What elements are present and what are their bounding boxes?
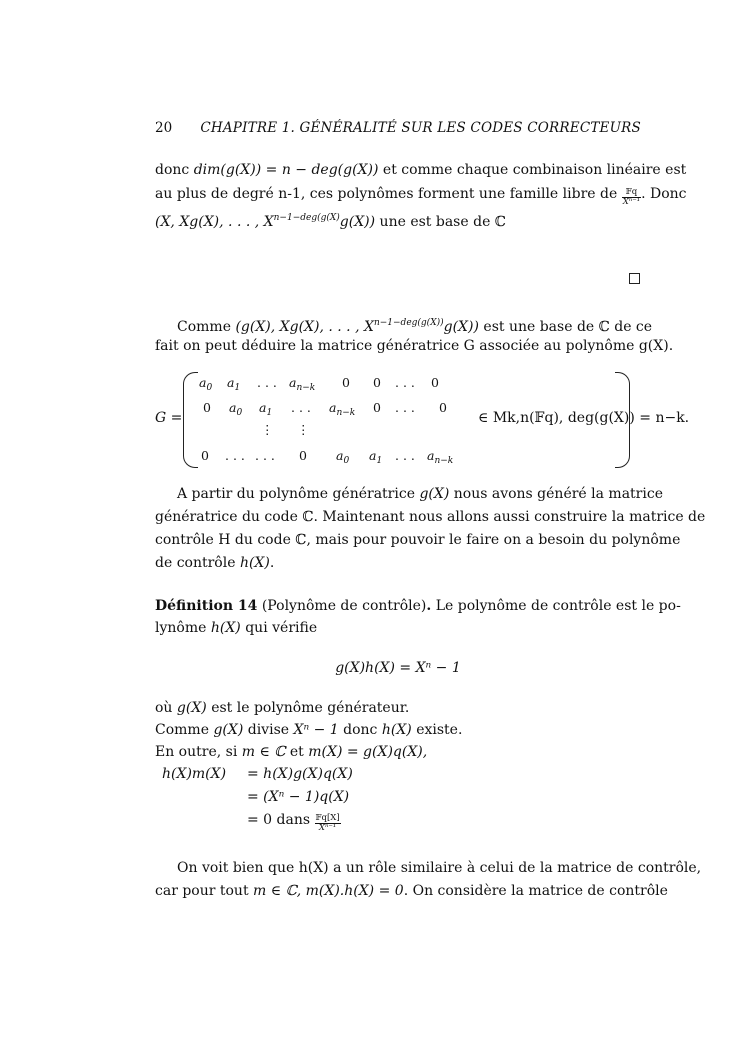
text: Comme: [177, 319, 236, 335]
matrix-cell: 0: [299, 448, 307, 463]
fraction-denominator: Xⁿ⁻¹: [622, 197, 641, 207]
subscript: n−k: [336, 408, 356, 418]
matrix-cell: . . .: [395, 400, 415, 415]
text: divise: [243, 722, 294, 738]
math-basis: (g(X), Xg(X), . . . , X: [235, 319, 374, 335]
matrix-cell: $a_1$: [227, 375, 241, 393]
align-row-1: = h(X)g(X)q(X): [247, 766, 353, 782]
fraction-numerator: 𝔽q: [622, 188, 641, 198]
matrix-cell: 0: [203, 400, 211, 415]
text: Comme: [155, 722, 214, 738]
subscript: 0: [206, 383, 213, 393]
definition-line-2: [155, 618, 641, 638]
matrix-cell: 0: [431, 375, 439, 390]
paragraph-4-line-3: [155, 742, 641, 762]
definition-equation: g(X)h(X) = Xⁿ − 1: [335, 660, 461, 676]
running-header: [155, 120, 641, 140]
text: où: [155, 700, 177, 716]
text: .: [426, 598, 432, 614]
paragraph-2-line-1: [177, 313, 653, 337]
math-mx: m(X) = g(X)q(X),: [308, 744, 428, 760]
math-hx: h(X): [239, 555, 270, 571]
matrix-cell: $a_{n-k}$: [289, 375, 316, 393]
text: car pour tout: [155, 883, 254, 899]
text: une est base de ℂ: [375, 214, 506, 230]
paragraph-2-line-2: fait on peut déduire la matrice génératrice G associée au polynôme g(X).: [155, 338, 674, 354]
fraction-fqx: [315, 814, 341, 833]
matrix-cell: . . .: [291, 400, 311, 415]
math-basis-end: g(X)): [443, 319, 479, 335]
matrix-cell: . . .: [395, 375, 415, 390]
matrix-cell: 0: [201, 448, 209, 463]
text: .: [269, 555, 275, 571]
paragraph-3-line-1: [177, 484, 663, 504]
matrix-cell: . . .: [225, 448, 245, 463]
text: En outre, si: [155, 744, 242, 760]
text: au plus de degré n-1, ces polynômes forment une famille libre de: [155, 186, 622, 202]
fraction-fq: [622, 188, 641, 207]
text: et: [285, 744, 309, 760]
chapter-title: CHAPITRE 1. GÉNÉRALITÉ SUR LES CODES CORRECTEURS: [200, 120, 641, 136]
definition-title: (Polynôme de contrôle): [257, 598, 427, 614]
align-row-3: [247, 810, 341, 833]
paragraph-1-line-3: [155, 208, 641, 232]
matrix-cell: . . .: [257, 375, 277, 390]
subscript: n−k: [434, 456, 454, 466]
matrix-cell: $a_1$: [369, 448, 383, 466]
math-xn-1: Xⁿ − 1: [293, 722, 339, 738]
math-dim: dim(g(X)) = n − deg(g(X)): [193, 162, 379, 178]
left-parenthesis: [183, 372, 198, 468]
definition-heading: Définition 14: [155, 598, 258, 614]
subscript: 0: [343, 456, 350, 466]
matrix-cell: 0: [439, 400, 447, 415]
matrix-condition-text: ∈ Mk,n(𝔽q), deg(g(X)) = n−k.: [478, 410, 690, 426]
text: de contrôle: [155, 555, 240, 571]
paragraph-3-line-3: contrôle H du code ℂ, mais pour pouvoir le faire on a besoin du polynôme: [155, 532, 681, 548]
subscript: 1: [234, 383, 241, 393]
paragraph-1-line-1: [155, 160, 687, 180]
text: = 0 dans: [247, 812, 315, 828]
text: nous avons généré la matrice: [449, 486, 663, 502]
math-hx: h(X): [210, 620, 241, 636]
paragraph-4-line-1: [155, 698, 641, 718]
math-basis: (X, Xg(X), . . . , X: [155, 214, 274, 230]
matrix-cell: . . .: [395, 448, 415, 463]
text: et comme chaque combinaison linéaire est: [378, 162, 687, 178]
matrix-cell: ⋮: [297, 422, 310, 437]
qed-square-icon: [629, 273, 640, 284]
paragraph-3-line-2: génératrice du code ℂ. Maintenant nous allons aussi construire la matrice de: [155, 509, 706, 525]
text: qui vérifie: [240, 620, 318, 636]
generator-matrix: [155, 370, 690, 470]
text: . Donc: [641, 186, 687, 202]
math-exponent: n−1−deg(g(X)): [373, 318, 444, 328]
fraction-denominator: Xⁿ⁻¹: [318, 823, 337, 833]
text: A partir du polynôme génératrice: [177, 486, 420, 502]
text: est une base de ℂ de ce: [478, 319, 653, 335]
subscript: 0: [236, 408, 243, 418]
matrix-cell: $a_{n-k}$: [329, 400, 356, 418]
align-row-2: = (Xⁿ − 1)q(X): [247, 789, 350, 805]
matrix-cell: $a_0$: [336, 448, 350, 466]
text: lynôme: [155, 620, 211, 636]
matrix-cell: ⋮: [261, 422, 274, 437]
paragraph-4-line-2: [155, 720, 641, 740]
matrix-cell: . . .: [255, 448, 275, 463]
math-hx: h(X): [381, 722, 412, 738]
text: donc: [155, 162, 194, 178]
definition-line-1: [155, 596, 681, 616]
paragraph-5-line-1: On voit bien que h(X) a un rôle similaire à celui de la matrice de contrôle,: [177, 860, 702, 876]
fraction-numerator: 𝔽q[X]: [315, 813, 340, 823]
subscript: 1: [266, 408, 273, 418]
text: Le polynôme de contrôle est le po-: [431, 598, 681, 614]
math-gx: g(X): [176, 700, 207, 716]
matrix-cell: $a_{n-k}$: [427, 448, 454, 466]
math-mx-hx: m ∈ ℂ, m(X).h(X) = 0: [253, 883, 404, 899]
math-gx: g(X): [419, 486, 450, 502]
matrix-label: G =: [155, 410, 183, 426]
paragraph-3-line-4: [155, 553, 641, 573]
matrix-cell: $a_1$: [259, 400, 273, 418]
paragraph-1-line-2: [155, 184, 687, 207]
matrix-cell: $a_0$: [199, 375, 213, 393]
matrix-cell: 0: [342, 375, 350, 390]
text: est le polynôme générateur.: [206, 700, 410, 716]
subscript: n−k: [296, 383, 316, 393]
math-basis-end: g(X)): [339, 214, 376, 230]
math-gx: g(X): [213, 722, 244, 738]
matrix-cell: 0: [373, 400, 381, 415]
matrix-condition: [478, 410, 689, 426]
text: . On considère la matrice de contrôle: [403, 883, 668, 899]
text: existe.: [411, 722, 463, 738]
matrix-cell: $a_0$: [229, 400, 243, 418]
math-m-in-c: m ∈ ℂ: [241, 744, 286, 760]
math-exponent: n−1−deg(g(X): [273, 213, 340, 223]
paragraph-5-line-2: [155, 881, 668, 901]
text: donc: [338, 722, 382, 738]
page-number: 20: [155, 120, 173, 136]
subscript: 1: [376, 456, 383, 466]
matrix-cell: 0: [373, 375, 381, 390]
align-lhs: h(X)m(X): [162, 766, 227, 782]
